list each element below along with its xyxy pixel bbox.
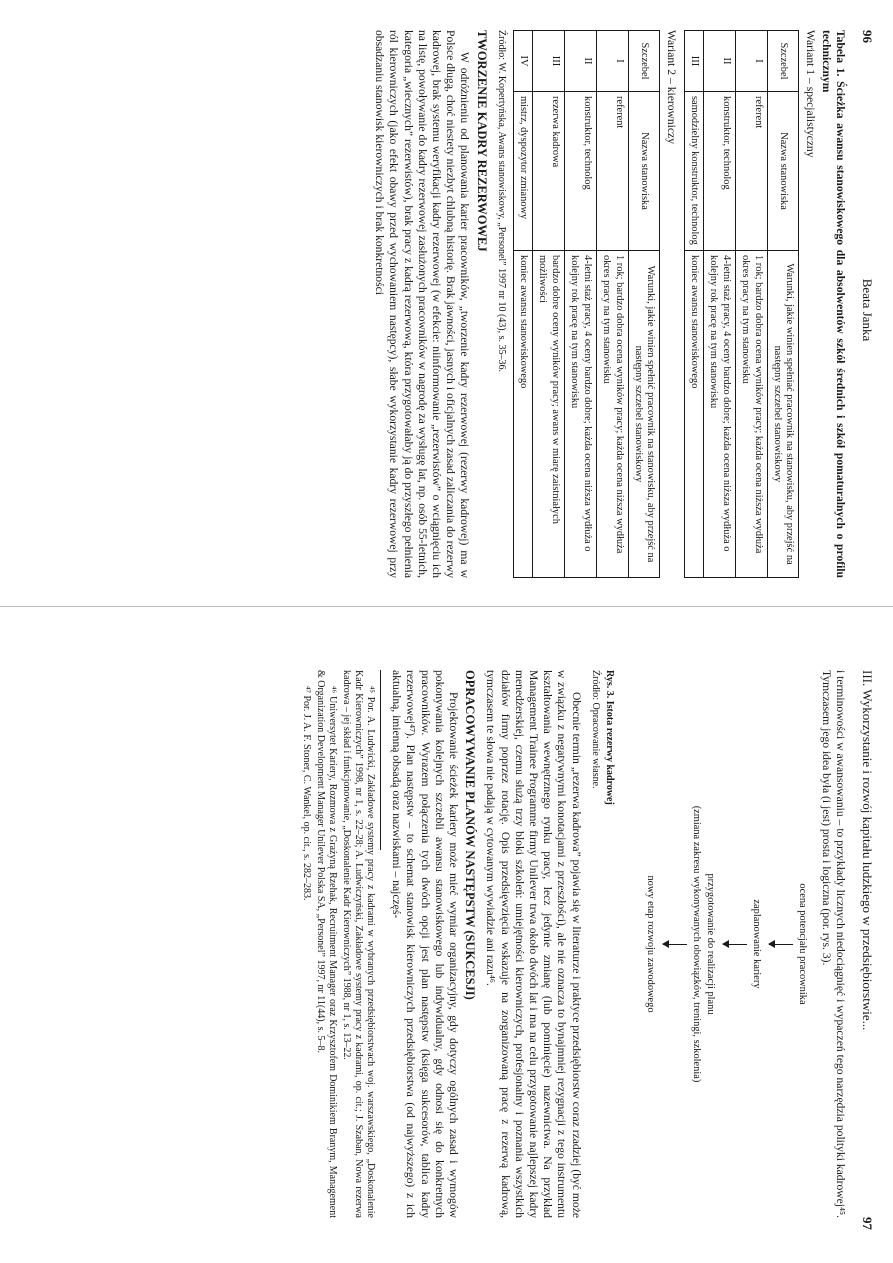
cell-position: samodzielny konstruktor, technolog — [684, 92, 703, 251]
footnotes — [300, 670, 381, 1218]
table-header-row — [767, 31, 799, 578]
section-heading: TWORZENIE KADRY REZERWOWEJ — [474, 30, 489, 252]
body-paragraph: Projektowanie ścieżek kariery może mieć wymiar organizacyjny, gdy dotyczy ogólnych zasad i wymogów pokonywania kolejnych szczebli awansu stanowiskowego lub indywidualny, gdy odnosi się do konkretnych pracowników. Wyrazem połączenia tych dwóch opcji jest plan następstw (księga sukcesorów, tablica kadry rezerwowej⁴⁷). Plan następstw – to schemat stanowisk kierowniczych przedsiębiorstwa (od najwyższego) z ich aktualną, imienną obsadą oraz nazwiskami – najczęś- — [390, 670, 460, 1218]
cell-conditions: bardzo dobre oceny wyników pracy; awans w miarę zaistniałych możliwości — [533, 251, 565, 578]
diagram-arrow — [769, 944, 793, 945]
table-row — [703, 31, 735, 578]
running-head-left — [857, 30, 875, 590]
column-header-position: Nazwa stanowiska — [628, 92, 660, 251]
cell-conditions: 1 rok; bardzo dobra ocena wyników pracy; każda ocena niższa wydłuża okres pracy na tym stanowisku — [596, 251, 628, 578]
page-content-right — [298, 670, 847, 1218]
page-gutter — [0, 606, 893, 607]
cell-conditions: 4-letni staż pracy, 4 oceny bardzo dobre; każda ocena niższa wydłuża o kolejny rok pracę na tym stanowisku — [703, 251, 735, 578]
body-paragraph: W odróżnieniu od planowania karier pracowników, „tworzenie kadry rezerwowej (rezerwy kadrowej) ma w Polsce długą, choć niestety niezbyt chlubną historię. Brak jawności, jasnych i oficjalnych zasad zaliczania do rezerwy kadrowej, brak systemu weryfikacji kadry rezerwowej (w efekcie: niinformowanie „rezerwistów” o wciągnięciu ich na listę, powoływanie do kadry rezerwowej zasłużonych pracowników w nagrodę za wysługę lat, np. osób 55-letnich, kategoria „wiecznych” rezerwistów), brak pracy z kadrą rezerwową, która przygotowałaby ją do przyszłego pełnienia ról kierowniczych (jako efekt obawy przed wychowaniem następcy), słabe wykorzystanie kadry rezerwowej przy obsadzaniu stanowisk kierowniczych i brak konkretności — [373, 30, 472, 578]
diagram-arrow — [723, 944, 747, 945]
table-variant-1 — [684, 30, 800, 578]
page-number: 97 — [860, 1217, 875, 1230]
body-paragraph: Obecnie termin „rezerwa kadrowa” pojawia się w literaturze i praktyce przedsiębiorstw coraz rzadziej (być może w związku z negatywnymi konotacjami z przeszłości), ale nie oznacza to bynajmniej rezygnacji z tego instrumentu kształtowania wewnętrznego rynku pracy, lecz jedynie zmianę (lub pominięcie) nazewnictwa. Na przykład Management Trainee Programme firmy Unilever trwa około dwóch lat i ma na celu przygotowanie najlepszej kadry menedżerskiej, czemu służą trzy bloki szkoleń: umiejętności kierowniczych, profesjonalny i poznania wszystkich działów firmy poprzez rotację. Opis przedsięwzięcia wskazuje na zorganizowaną pracę z rezerwą kadrową, tymczasem te słowa nie padają w cytowanym wywiadzie ani razu⁴⁶. — [484, 670, 583, 1218]
column-header-conditions: Warunki, jakie winien spełnić pracownik na stanowisku, aby przejść na następny szczebel stanowiskowy — [628, 251, 660, 578]
cell-position: rezerwa kadrowa — [533, 92, 565, 251]
cell-position: referent — [735, 92, 767, 251]
cell-level: II — [564, 31, 596, 92]
running-title: III. Wykorzystanie i rozwój kapitału ludzkiego w przedsiębiorstwie... — [860, 670, 875, 1031]
diagram-node: nowy etap rozwoju zawodowego — [644, 875, 656, 1013]
table-row — [513, 31, 532, 578]
cell-conditions: 4-letni staż pracy, 4 oceny bardzo dobre; każda ocena niższa wydłuża o kolejny rok pracę na tym stanowisku — [564, 251, 596, 578]
running-head-right — [857, 670, 875, 1230]
variant-2-label: Wariant 2 – kierowniczy — [664, 30, 678, 144]
footnote: ⁴⁷ Por. J. A. F. Stoner, C. Wankel, op. cit., s. 282–283. — [300, 686, 312, 901]
figure-diagram — [619, 670, 809, 1218]
cell-level: I — [596, 31, 628, 92]
cell-position: referent — [596, 92, 628, 251]
diagram-arrow — [663, 944, 687, 945]
footnote: ⁴⁶ Uniwersytet Kariery, Rozmowa z Grażyną Rzehak, Recruitment Manager oraz Krzysztofem Dominikiem Branym, Management & Organization Development Manager Unilever Polska SA, „Personel” 1997, nr 11(44), s. 5–8. — [314, 670, 338, 1218]
page-content-left — [370, 30, 847, 578]
cell-conditions: koniec awansu stanowiskowego — [684, 251, 703, 578]
cell-level: II — [703, 31, 735, 92]
cell-level: I — [735, 31, 767, 92]
column-header-level: Szczebel — [767, 31, 799, 92]
column-header-level: Szczebel — [628, 31, 660, 92]
cell-level: III — [533, 31, 565, 92]
variant-1-label: Wariant 1 – specjalistyczny — [803, 30, 817, 158]
section-heading: OPRACOWYWANIE PLANÓW NASTĘPSTW (SUKCESJI) — [463, 670, 478, 1000]
running-title: Beata Janka — [860, 278, 875, 342]
page-97 — [0, 640, 893, 1240]
cell-conditions: koniec awansu stanowiskowego — [513, 251, 532, 578]
table-row — [596, 31, 628, 578]
cell-position: mistrz, dyspozytor zmianowy — [513, 92, 532, 251]
column-header-conditions: Warunki, jakie winien spełniać pracownik na stanowisku, aby przejść na następny szczebel stanowiskowy — [767, 251, 799, 578]
column-header-position: Nazwa stanowiska — [767, 92, 799, 251]
table-variant-2 — [513, 30, 661, 578]
table-row — [684, 31, 703, 578]
cell-position: konstruktor, technolog — [564, 92, 596, 251]
footnote: ⁴⁵ Por. A. Ludwicki, Zakładowe systemy pracy z kadrami w wybranych przedsiębiorstwach woj. warszawskiego, „Doskonalenie Kadr Kierowniczych” 1998, nr 1, s. 22–28; A. Ludwiczyński, Zakładowe systemy pracy z kadrami, op. cit.; J. Szaban, Nowa rezerwa kadrowa – jej skład i funkcjonowanie, „Doskonalenie Kadr Kierowniczych” 1988, nr 1, s. 13–22. — [340, 670, 376, 1218]
diagram-node: ocena potencjału pracownika — [796, 883, 808, 1005]
cell-conditions: 1 rok; bardzo dobra ocena wyników pracy; każda ocena niższa wydłuża okres pracy na tym stanowisku — [735, 251, 767, 578]
cell-level: IV — [513, 31, 532, 92]
diagram-node: zaplanowanie kariery — [750, 899, 762, 989]
cell-position: konstruktor, technolog — [703, 92, 735, 251]
figure-source: Źródło: Opracowanie własne. — [589, 670, 601, 789]
table-header-row — [628, 31, 660, 578]
page-96 — [0, 0, 893, 600]
table-row — [533, 31, 565, 578]
intro-paragraph: i terminowości w awansowaniu – to przykłady licznych niedociągnięć i wypaczeń tego narzędzia polityki kadrowej⁴⁵. Tymczasem jego idea była (i jest) prosta i logiczna (por. rys. 3). — [819, 670, 847, 1218]
diagram-node-note: (zmiana zakresu wykonywanych obowiązków, treningi, szkolenia) — [690, 805, 702, 1083]
figure-caption: Rys. 3. Istota rezerwy kadrowej — [603, 670, 615, 805]
cell-level: III — [684, 31, 703, 92]
table-row — [564, 31, 596, 578]
page-number: 96 — [860, 30, 875, 43]
table-source: Źródło: W. Kopertyńska, Awans stanowiskowy, „Personel” 1997 nr 10 (43), s. 35–36. — [495, 30, 507, 373]
table-caption: Tabela 1. Ścieżka awansu stanowiskowego dla absolwentów szkół średnich i szkół pomaturalnych o profilu technicznym — [819, 30, 847, 578]
diagram-node: przygotowanie do realizacji planu — [704, 873, 716, 1015]
table-row — [735, 31, 767, 578]
